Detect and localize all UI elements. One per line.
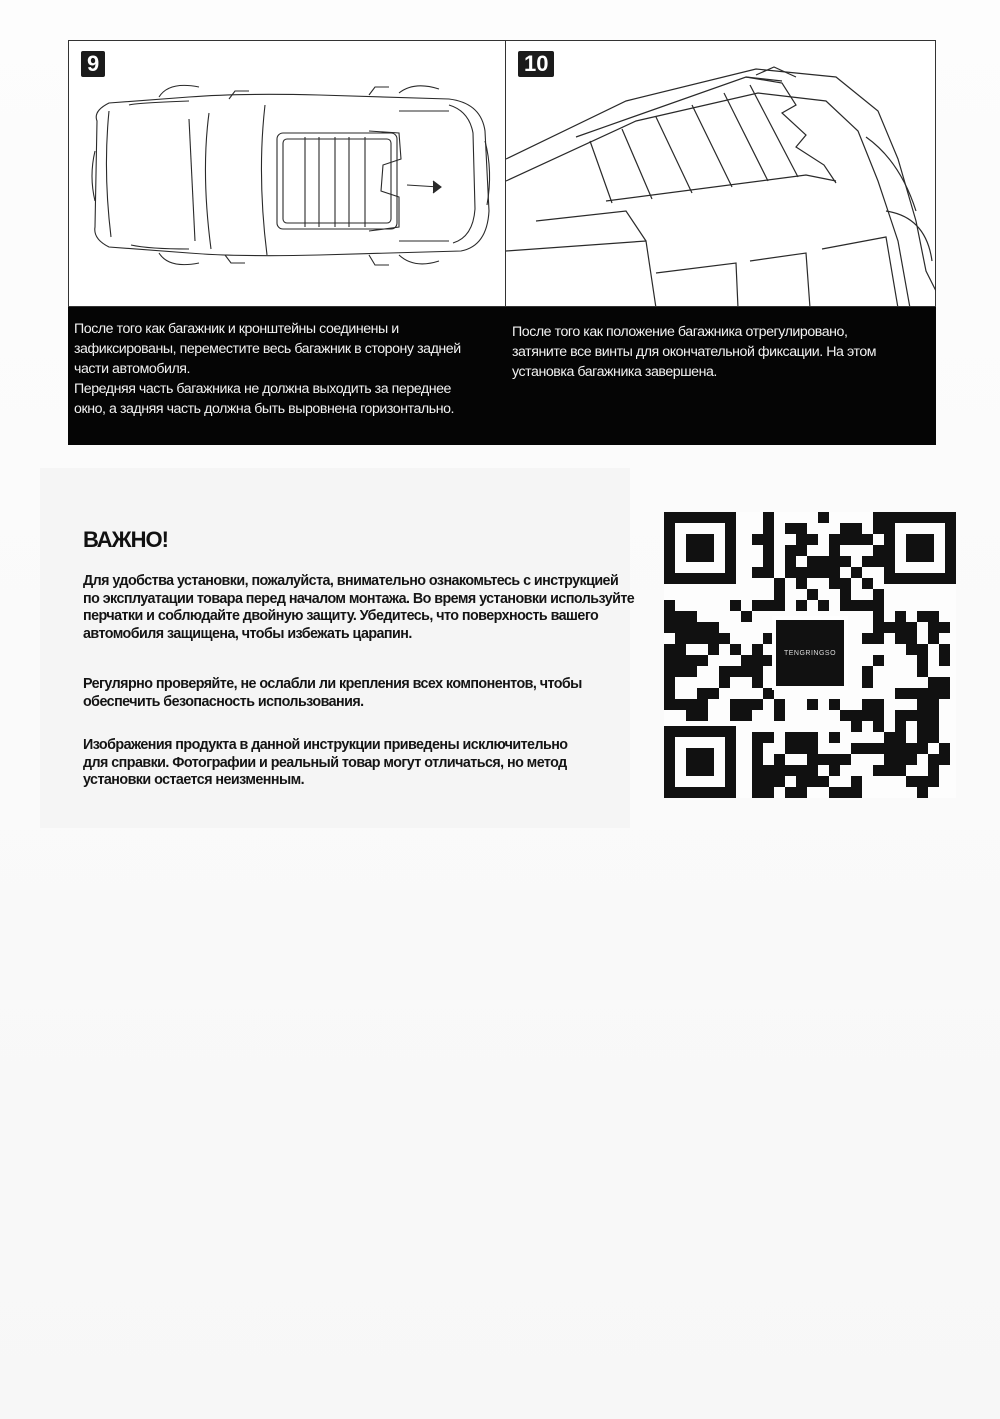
qr-module — [763, 545, 774, 556]
qr-module — [785, 743, 796, 754]
qr-module — [939, 743, 950, 754]
qr-module — [675, 699, 686, 710]
qr-module — [785, 556, 796, 567]
qr-module — [719, 677, 730, 688]
qr-module — [807, 567, 818, 578]
qr-module — [675, 655, 686, 666]
qr-module — [664, 611, 675, 622]
qr-module — [752, 743, 763, 754]
qr-module — [917, 776, 928, 787]
qr-module — [697, 655, 708, 666]
qr-module — [741, 655, 752, 666]
qr-module — [939, 677, 950, 688]
qr-module — [928, 732, 939, 743]
qr-module — [697, 688, 708, 699]
qr-module — [818, 754, 829, 765]
qr-module — [840, 710, 851, 721]
qr-module — [796, 578, 807, 589]
qr-module — [840, 754, 851, 765]
qr-module — [884, 622, 895, 633]
qr-module — [752, 534, 763, 545]
qr-module — [774, 765, 785, 776]
qr-module — [697, 699, 708, 710]
qr-module — [818, 556, 829, 567]
qr-module — [752, 644, 763, 655]
important-paragraph-2: Регулярно проверяйте, не ослабли ли крепления всех компонентов, чтобы обеспечить безопасность использования. — [83, 676, 582, 710]
qr-module — [675, 611, 686, 622]
qr-module — [873, 600, 884, 611]
qr-module — [774, 776, 785, 787]
qr-module — [829, 534, 840, 545]
step-9-badge: 9 — [81, 51, 105, 77]
qr-module — [686, 611, 697, 622]
qr-module — [686, 655, 697, 666]
qr-module — [807, 589, 818, 600]
important-paragraph-3: Изображения продукта в данной инструкции приведены исключительно для справки. Фотографии и реальный товар могут отличаться, но метод установки остается неизменным. — [83, 737, 568, 788]
qr-module — [917, 787, 928, 798]
important-paragraph-1: Для удобства установки, пожалуйста, внимательно ознакомьтесь с инструкцией по эксплуатации товара перед началом монтажа. Во время установки используйте перчатки и соблюдайте двойную защиту. Убедитесь, что поверхность вашего автомобиля защищена, чтобы избежать царапин. — [83, 573, 635, 642]
qr-module — [917, 611, 928, 622]
qr-module — [730, 699, 741, 710]
qr-module — [763, 787, 774, 798]
qr-module — [928, 677, 939, 688]
qr-module — [818, 776, 829, 787]
qr-module — [851, 567, 862, 578]
qr-module — [807, 534, 818, 545]
qr-module — [906, 776, 917, 787]
qr-module — [917, 699, 928, 710]
qr-module — [730, 666, 741, 677]
qr-module — [785, 567, 796, 578]
qr-module — [708, 622, 719, 633]
qr-module — [697, 633, 708, 644]
qr-module — [708, 633, 719, 644]
qr-module — [752, 765, 763, 776]
qr-module — [763, 523, 774, 534]
qr-module — [741, 699, 752, 710]
qr-module — [873, 556, 884, 567]
qr-module — [675, 622, 686, 633]
qr-module — [807, 776, 818, 787]
qr-module — [664, 655, 675, 666]
qr-module — [796, 765, 807, 776]
qr-module — [774, 754, 785, 765]
qr-module — [796, 776, 807, 787]
qr-module — [851, 534, 862, 545]
qr-module — [906, 754, 917, 765]
qr-module — [708, 644, 719, 655]
qr-module — [928, 721, 939, 732]
qr-module — [774, 578, 785, 589]
qr-module — [862, 600, 873, 611]
qr-module — [862, 699, 873, 710]
qr-module — [862, 633, 873, 644]
qr-module — [917, 688, 928, 699]
qr-module — [840, 578, 851, 589]
qr-module — [763, 600, 774, 611]
qr-module — [917, 743, 928, 754]
qr-module — [719, 633, 730, 644]
qr-module — [774, 589, 785, 600]
qr-module — [829, 787, 840, 798]
step-10-badge: 10 — [518, 51, 554, 77]
qr-module — [774, 699, 785, 710]
qr-module — [796, 743, 807, 754]
qr-module — [906, 633, 917, 644]
qr-module — [741, 710, 752, 721]
qr-module — [664, 666, 675, 677]
qr-module — [862, 556, 873, 567]
qr-module — [851, 743, 862, 754]
step-10-panel — [505, 41, 936, 306]
qr-module — [730, 644, 741, 655]
qr-module — [917, 666, 928, 677]
qr-module — [873, 611, 884, 622]
car-side-perspective-illustration — [506, 41, 936, 306]
qr-module — [939, 644, 950, 655]
qr-module — [851, 600, 862, 611]
qr-module — [763, 732, 774, 743]
qr-module — [796, 567, 807, 578]
qr-module — [895, 622, 906, 633]
qr-module — [840, 523, 851, 534]
qr-module — [873, 622, 884, 633]
qr-module — [664, 677, 675, 688]
qr-module — [675, 633, 686, 644]
qr-module — [774, 710, 785, 721]
qr-module — [840, 556, 851, 567]
qr-module — [895, 732, 906, 743]
qr-module — [686, 699, 697, 710]
qr-module — [884, 743, 895, 754]
qr-module — [939, 754, 950, 765]
qr-module — [796, 545, 807, 556]
qr-module — [928, 754, 939, 765]
qr-module — [906, 710, 917, 721]
qr-module — [730, 710, 741, 721]
qr-module — [796, 787, 807, 798]
qr-module — [840, 787, 851, 798]
qr-module — [752, 600, 763, 611]
qr-module — [807, 699, 818, 710]
qr-module — [873, 655, 884, 666]
qr-module — [829, 765, 840, 776]
qr-module — [807, 743, 818, 754]
qr-module — [730, 600, 741, 611]
qr-module — [807, 556, 818, 567]
qr-module — [873, 545, 884, 556]
qr-module — [917, 721, 928, 732]
qr-module — [807, 754, 818, 765]
qr-module — [906, 644, 917, 655]
qr-module — [884, 765, 895, 776]
qr-module — [928, 622, 939, 633]
car-top-view-illustration — [69, 41, 504, 306]
qr-module — [664, 622, 675, 633]
qr-module — [796, 534, 807, 545]
qr-module — [873, 589, 884, 600]
qr-module — [928, 710, 939, 721]
qr-module — [785, 787, 796, 798]
qr-module — [917, 710, 928, 721]
qr-module — [719, 666, 730, 677]
qr-module — [763, 765, 774, 776]
qr-module — [763, 534, 774, 545]
step-9-caption: После того как багажник и кронштейны соединены и зафиксированы, переместите весь багажник в сторону задней части автомобиля. Передняя часть багажника не должна выходить за переднее окно, а задняя часть должна быть выровнена горизонтально. — [74, 321, 461, 417]
qr-module — [763, 567, 774, 578]
qr-module — [829, 556, 840, 567]
qr-module — [829, 578, 840, 589]
qr-module — [686, 633, 697, 644]
qr-module — [675, 644, 686, 655]
qr-module — [873, 512, 884, 523]
qr-module — [752, 666, 763, 677]
qr-module — [664, 699, 675, 710]
important-title: ВАЖНО! — [83, 527, 168, 552]
qr-module — [895, 743, 906, 754]
qr-module — [829, 699, 840, 710]
qr-module — [917, 655, 928, 666]
qr-module — [752, 754, 763, 765]
qr-module — [752, 732, 763, 743]
qr-module — [763, 776, 774, 787]
qr-module — [664, 600, 675, 611]
qr-module — [829, 754, 840, 765]
qr-module — [785, 732, 796, 743]
qr-module — [763, 556, 774, 567]
qr-module — [796, 523, 807, 534]
qr-module — [851, 523, 862, 534]
qr-module — [895, 710, 906, 721]
qr-module — [862, 666, 873, 677]
qr-module — [741, 666, 752, 677]
qr-module — [785, 765, 796, 776]
qr-module — [862, 710, 873, 721]
qr-module — [939, 655, 950, 666]
qr-logo-text: TENGRINGSO — [783, 650, 837, 657]
qr-module — [741, 611, 752, 622]
qr-module — [895, 611, 906, 622]
qr-module — [851, 787, 862, 798]
qr-module — [840, 600, 851, 611]
qr-module — [807, 765, 818, 776]
qr-module — [829, 567, 840, 578]
captions-bar — [68, 307, 936, 445]
qr-module — [818, 567, 829, 578]
qr-module — [895, 721, 906, 732]
qr-module — [664, 688, 675, 699]
qr-module — [862, 534, 873, 545]
qr-module — [939, 688, 950, 699]
qr-module — [840, 534, 851, 545]
qr-module — [895, 633, 906, 644]
qr-module — [840, 589, 851, 600]
qr-module — [862, 743, 873, 754]
qr-module — [873, 699, 884, 710]
qr-module — [895, 754, 906, 765]
qr-module — [686, 666, 697, 677]
qr-module — [664, 644, 675, 655]
qr-module — [851, 776, 862, 787]
qr-module — [862, 578, 873, 589]
qr-module — [818, 512, 829, 523]
qr-module — [752, 787, 763, 798]
qr-module — [917, 732, 928, 743]
step-10-caption: После того как положение багажника отрегулировано, затяните все винты для окончательной фиксации. На этом установка багажника завершена. — [512, 324, 877, 380]
qr-module — [906, 688, 917, 699]
qr-module — [851, 721, 862, 732]
qr-module — [906, 743, 917, 754]
qr-module — [873, 523, 884, 534]
qr-module — [818, 600, 829, 611]
qr-module — [873, 765, 884, 776]
qr-module — [928, 699, 939, 710]
qr-module — [752, 776, 763, 787]
step-9-panel — [69, 41, 504, 306]
qr-module — [675, 666, 686, 677]
qr-module — [763, 512, 774, 523]
qr-module — [939, 622, 950, 633]
qr-module — [928, 776, 939, 787]
qr-module — [884, 732, 895, 743]
qr-module — [873, 743, 884, 754]
steps-illustration-frame — [68, 40, 936, 307]
qr-module — [895, 765, 906, 776]
qr-module — [752, 699, 763, 710]
qr-module — [928, 611, 939, 622]
qr-module — [851, 710, 862, 721]
qr-module — [884, 754, 895, 765]
qr-module — [829, 545, 840, 556]
qr-module — [928, 765, 939, 776]
qr-code[interactable] — [664, 512, 956, 798]
qr-module — [708, 688, 719, 699]
qr-module — [928, 688, 939, 699]
qr-module — [785, 523, 796, 534]
qr-module — [873, 721, 884, 732]
qr-module — [686, 710, 697, 721]
qr-module — [752, 567, 763, 578]
qr-module — [796, 600, 807, 611]
qr-module — [895, 688, 906, 699]
qr-module — [785, 545, 796, 556]
qr-module — [796, 732, 807, 743]
qr-module — [807, 732, 818, 743]
qr-module — [906, 622, 917, 633]
qr-module — [697, 622, 708, 633]
qr-module — [752, 677, 763, 688]
qr-module — [686, 622, 697, 633]
qr-module — [928, 633, 939, 644]
qr-module — [873, 633, 884, 644]
qr-logo — [772, 616, 848, 690]
qr-module — [697, 710, 708, 721]
qr-module — [829, 732, 840, 743]
qr-module — [862, 677, 873, 688]
qr-module — [873, 710, 884, 721]
qr-module — [752, 655, 763, 666]
qr-module — [774, 600, 785, 611]
qr-module — [917, 644, 928, 655]
